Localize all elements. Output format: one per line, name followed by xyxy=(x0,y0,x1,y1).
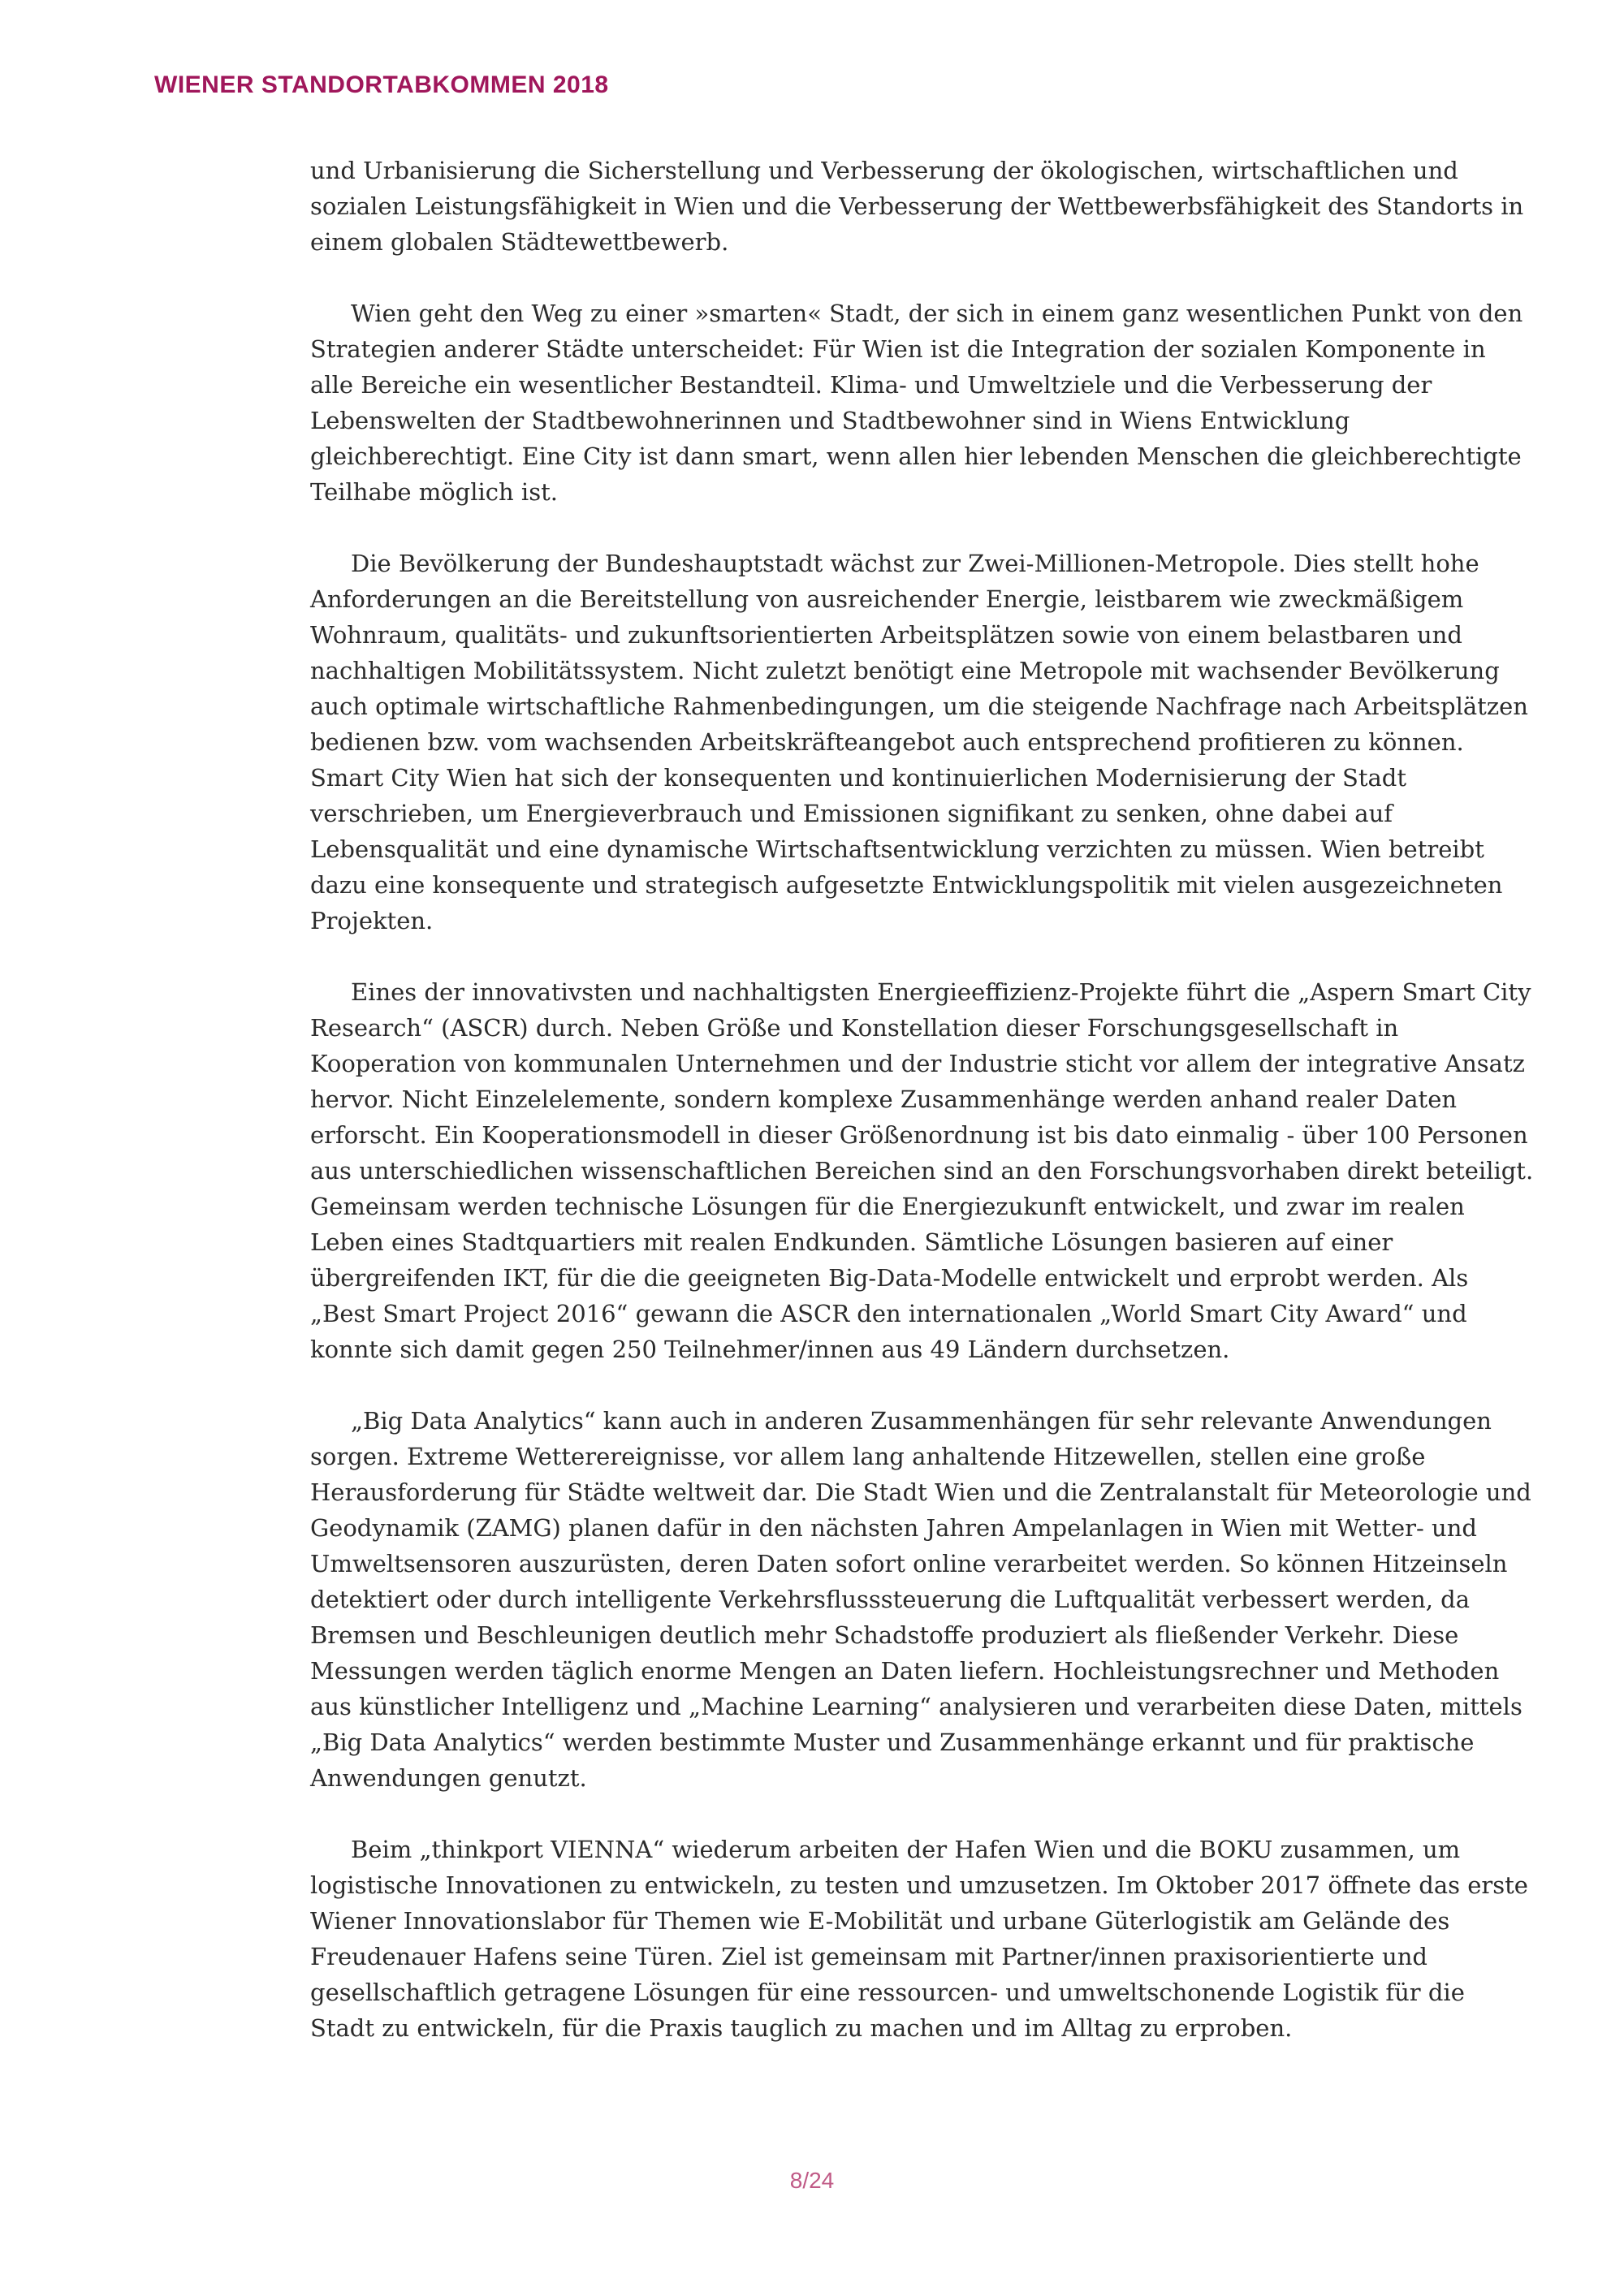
page-number: 8/24 xyxy=(789,2168,835,2193)
paragraph-population-growth: Die Bevölkerung der Bundeshauptstadt wächst zur Zwei-Millionen-Metropole. Dies stellt hohe Anforderungen an die Bereitstellung von ausreichender Energie, leistbarem wie zweckmäßigem Wohnraum, qualitäts- und zukunftsorientierten Arbeitsplätzen sowie von einem belastbaren und nachhaltigen Mobilitätssystem. Nicht zuletzt benötigt eine Metropole mit wachsender Bevölkerung auch optimale wirtschaftliche Rahmenbedingungen, um die steigende Nachfrage nach Arbeitsplätzen bedienen bzw. vom wachsenden Arbeitskräfteangebot auch entsprechend profitieren zu können. Smart City Wien hat sich der konsequenten und kontinuierlichen Modernisierung der Stadt verschrieben, um Energieverbrauch und Emissionen signifikant zu senken, ohne dabei auf Lebensqualität und eine dynamische Wirtschaftsentwicklung verzichten zu müssen. Wien betreibt dazu eine konsequente und strategisch aufgesetzte Entwicklungspolitik mit vielen ausgezeichneten Projekten. xyxy=(310,550,1528,934)
paragraph-urbanization-intro: und Urbanisierung die Sicherstellung und Verbesserung der ökologischen, wirtschaftlichen und sozialen Leistungsfähigkeit in Wien und die Verbesserung der Wettbewerbsfähigkeit des Standorts in einem globalen Städtewettbewerb. xyxy=(310,157,1524,256)
document-header-title: WIENER STANDORTABKOMMEN 2018 xyxy=(154,71,609,98)
body-text xyxy=(310,153,1535,2082)
paragraph-aspern-research: Eines der innovativsten und nachhaltigsten Energieeffizienz-Projekte führt die „Aspern Smart City Research“ (ASCR) durch. Neben Größe und Konstellation dieser Forschungsgesellschaft in Kooperation von kommunalen Unternehmen und der Industrie sticht vor allem der integrative Ansatz hervor. Nicht Einzelelemente, sondern komplexe Zusammenhänge werden anhand realer Daten erforscht. Ein Kooperationsmodell in dieser Größenordnung ist bis dato einmalig - über 100 Personen aus unterschiedlichen wissenschaftlichen Bereichen sind an den Forschungsvorhaben direkt beteiligt. Gemeinsam werden technische Lösungen für die Energiezukunft entwickelt, und zwar im realen Leben eines Stadtquartiers mit realen Endkunden. Sämtliche Lösungen basieren auf einer übergreifenden IKT, für die die geeigneten Big-Data-Modelle entwickelt und erprobt werden. Als „Best Smart Project 2016“ gewann die ASCR den internationalen „World Smart City Award“ und konnte sich damit gegen 250 Teilnehmer/innen aus 49 Ländern durchsetzen. xyxy=(310,978,1534,1363)
paragraph-big-data-analytics: „Big Data Analytics“ kann auch in anderen Zusammenhängen für sehr relevante Anwendungen sorgen. Extreme Wetterereignisse, vor allem lang anhaltende Hitzewellen, stellen eine große Herausforderung für Städte weltweit dar. Die Stadt Wien und die Zentralanstalt für Meteorologie und Geodynamik (ZAMG) planen dafür in den nächsten Jahren Ampelanlagen in Wien mit Wetter- und Umweltsensoren auszurüsten, deren Daten sofort online verarbeitet werden. So können Hitzeinseln detektiert oder durch intelligente Verkehrsflusssteuerung die Luftqualität verbessert werden, da Bremsen und Beschleunigen deutlich mehr Schadstoffe produziert als fließender Verkehr. Diese Messungen werden täglich enorme Mengen an Daten liefern. Hochleistungsrechner und Methoden aus künstlicher Intelligenz und „Machine Learning“ analysieren und verarbeiten diese Daten, mittels „Big Data Analytics“ werden bestimmte Muster und Zusammenhänge erkannt und für praktische Anwendungen genutzt. xyxy=(310,1407,1531,1792)
paragraph-smart-city-vienna: Wien geht den Weg zu einer »smarten« Stadt, der sich in einem ganz wesentlichen Punkt von den Strategien anderer Städte unterscheidet: Für Wien ist die Integration der sozialen Komponente in alle Bereiche ein wesentlicher Bestandteil. Klima- und Umweltziele und die Verbesserung der Lebenswelten der Stadtbewohnerinnen und Stadtbewohner sind in Wiens Entwicklung gleichberechtigt. Eine City ist dann smart, wenn allen hier lebenden Menschen die gleichberechtigte Teilhabe möglich ist. xyxy=(310,300,1523,506)
paragraph-thinkport-vienna: Beim „thinkport VIENNA“ wiederum arbeiten der Hafen Wien und die BOKU zusammen, um logistische Innovationen zu entwickeln, zu testen und umzusetzen. Im Oktober 2017 öffnete das erste Wiener Innovationslabor für Themen wie E-Mobilität und urbane Güterlogistik am Gelände des Freudenauer Hafens seine Türen. Ziel ist gemeinsam mit Partner/innen praxisorientierte und gesellschaftlich getragene Lösungen für eine ressourcen- und umweltschonende Logistik für die Stadt zu entwickeln, für die Praxis tauglich zu machen und im Alltag zu erproben. xyxy=(310,1836,1528,2042)
